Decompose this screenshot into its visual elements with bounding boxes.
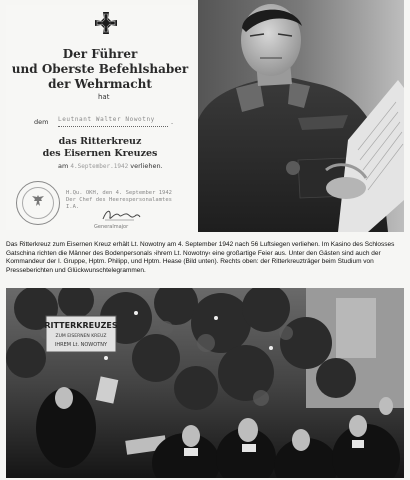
verliehen-label: verliehen. (130, 162, 163, 170)
party-sign-line1: RITTERKREUZES (44, 321, 118, 330)
party-sign-line3: IHREM Lt. NOWOTNY (54, 342, 108, 348)
certificate-heading-line1: Der Führer (62, 47, 138, 61)
stamp-line3: I.A. (66, 204, 80, 210)
award-line1: das Ritterkreuz (58, 136, 142, 147)
certificate-heading-line3: der Wehrmacht (48, 77, 152, 91)
ritterkreuz-certificate (6, 5, 194, 230)
handwritten-signature (101, 207, 141, 223)
photo-caption: Das Ritterkreuz zum Eisernen Kreuz erhält Lt. Nowotny am 4. September 1942 nach 56 Luftsiegen verliehen. Im Kasino des Schlosses Gatschina richten die Männer des Bodenpersonals ›ihrem Lt. Nowotny‹ eine großartige Feier aus. Unter den Gästen sind auch der Kommandeur der I. Gruppe, Hptm. Philipp, und Hptm. Hease (Bild unten). Rechts oben: der Ritterkreuzträger beim Studium von Presseberichten und Glückwunschtelegrammen. (6, 241, 395, 274)
party-sign-line2: ZUM EISERNEN KREUZ (55, 334, 107, 339)
award-line2: des Eisernen Kreuzes (42, 148, 158, 159)
hand (326, 177, 366, 199)
award-date: 4.September.1942 (70, 163, 129, 170)
official-seal (16, 181, 60, 225)
portrait-photo (198, 0, 404, 232)
celebration-photo (6, 288, 404, 478)
iron-cross-icon (94, 11, 118, 35)
award-date-row (58, 162, 163, 170)
name-line-end: . (171, 118, 174, 126)
certificate-heading-line2: und Oberste Befehlshaber (11, 62, 189, 76)
recipient-name: Leutnant Walter Nowotny (58, 116, 168, 127)
stamp-line2: Der Chef des Heerespersonalamtes (66, 197, 172, 203)
breast-badge (286, 161, 300, 175)
signer-title: Generalmajor (94, 224, 129, 230)
certificate-hat: hat (98, 93, 110, 101)
certificate-dem: dem (34, 118, 49, 126)
eagle-seal-icon (30, 193, 46, 209)
stamp-line1: H.Qu. OKH, den 4. September 1942 (66, 190, 172, 196)
am-label: am (58, 162, 69, 170)
